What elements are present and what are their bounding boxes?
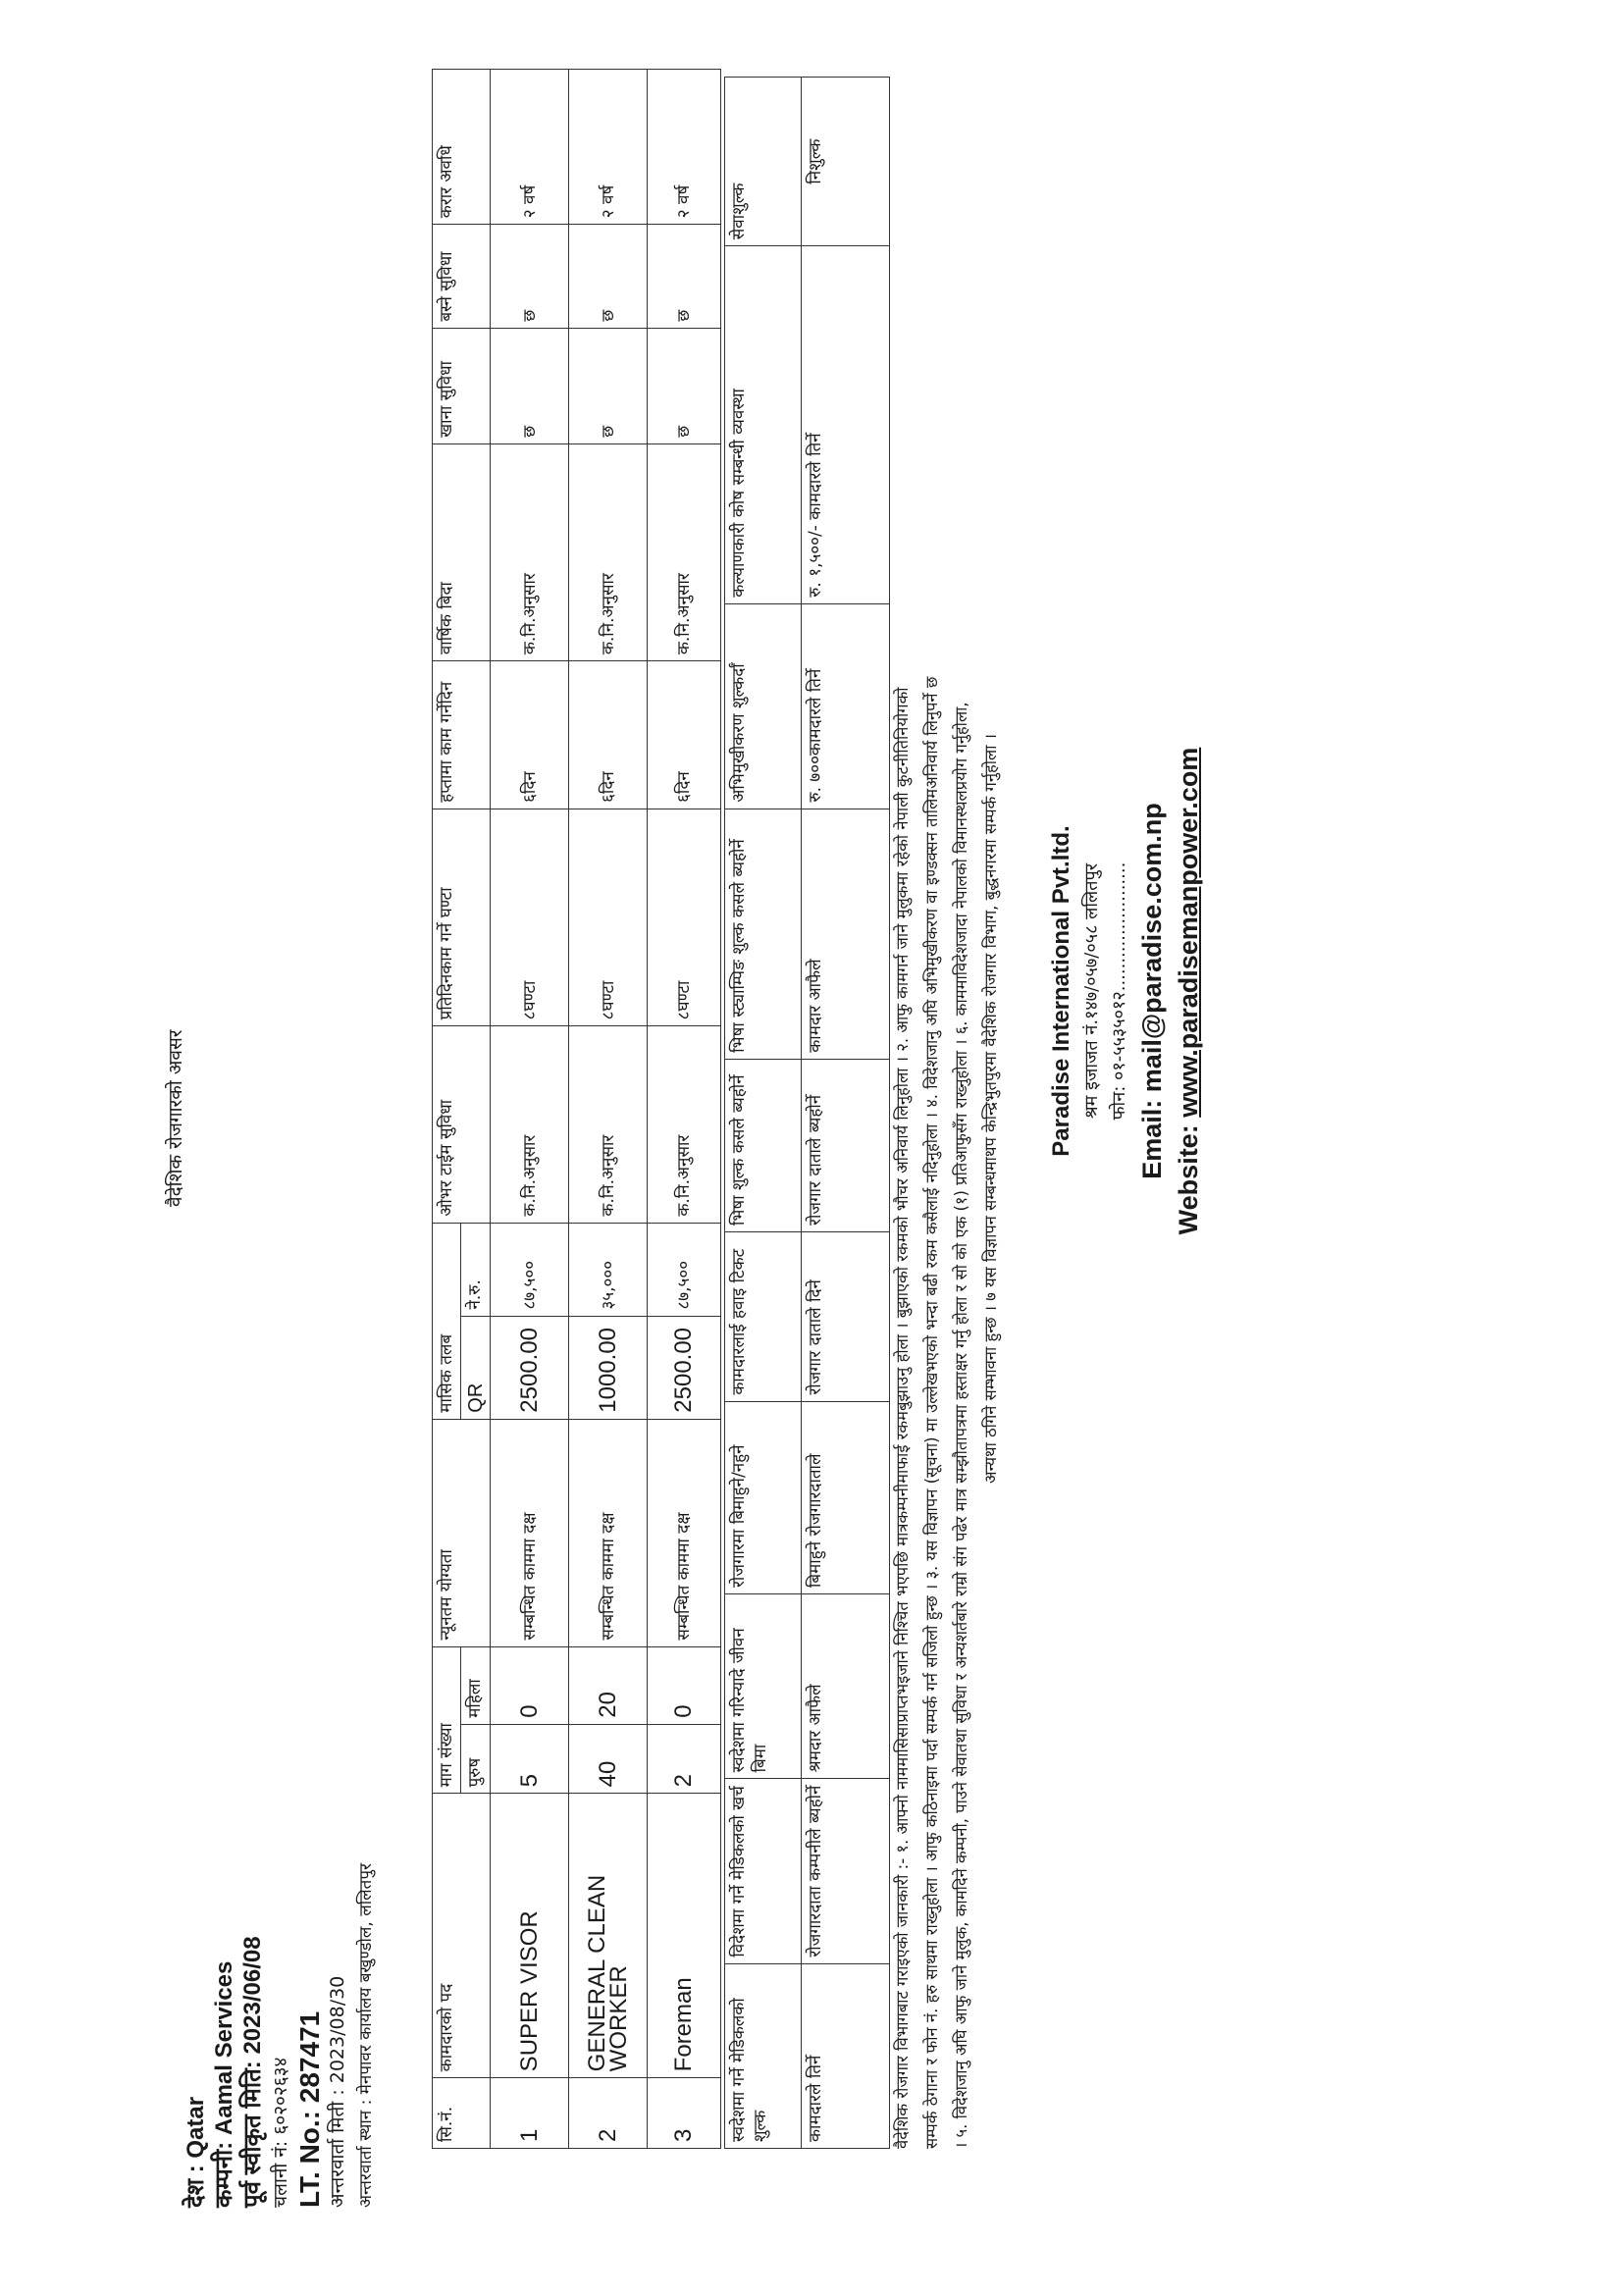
row-male: 40	[569, 1724, 648, 1794]
fee-header: कामदारलाई हवाइ टिकट	[725, 1231, 802, 1401]
header-daily-hours: प्रतिदिनकाम गर्ने घण्टा	[433, 809, 491, 1025]
row-male: 2	[648, 1724, 721, 1794]
row-days: ६दिन	[491, 661, 569, 809]
header-weekly-days: हप्तामा काम गर्नेदिन	[433, 661, 491, 809]
row-food: छ	[648, 328, 721, 444]
header-sn: सि.नं.	[433, 2078, 491, 2149]
license-line: श्रम इजाजत नं.१४७/०५७/०५८ ललितपुर	[1081, 862, 1102, 1120]
fee-header: कल्याणकारी कोष सम्बन्धी व्यवस्था	[725, 246, 802, 604]
row-qr: 2500.00	[491, 1316, 569, 1419]
row-days: ६दिन	[648, 661, 721, 809]
fee-header: भिषा स्ट्याम्पिङ शुल्क कसले ब्यहोर्ने	[725, 809, 802, 1059]
row-overtime: क.नि.अनुसार	[569, 1026, 648, 1223]
fee-header: विदेशमा गर्ने मेडिकलको खर्च	[725, 1779, 802, 1963]
fee-value: बिमाहुने रोजगारदाताले	[802, 1401, 890, 1593]
fee-value: रोजगारदाता कम्पनीले ब्यहोर्ने	[802, 1779, 890, 1963]
department-notes	[888, 69, 1006, 2149]
note-line: अन्यथा ठगिने सम्भावना हुन्छ । ७ यस विज्ञापन सम्बन्धमाथप केन्द्रिभुतपुरमा वैदेशिक रोजगार विभाग, बुद्धनगरमा सम्पर्क गर्नुहोला ।	[981, 734, 1000, 1485]
fee-header: स्वदेशमा गरिन्यादे जीवन बिमा	[725, 1594, 802, 1779]
interview-date-line: अन्तरवार्ता मिती : 2023/08/30	[327, 1975, 348, 2208]
header-npr: ने.रु.	[461, 1223, 491, 1316]
row-female: 20	[569, 1646, 648, 1724]
row-leave: क.नि.अनुसार	[569, 444, 648, 660]
header-info	[182, 1863, 381, 2208]
row-qualification: सम्बन्धित काममा दक्ष	[648, 1419, 721, 1646]
row-female: 0	[648, 1646, 721, 1724]
fee-value: निशुल्क	[802, 78, 890, 246]
fee-header: सेवाशुल्क	[725, 78, 802, 246]
phone-line: फोन: ०१-५५३५०१२.......................	[1109, 861, 1129, 1121]
fee-value: रु. ७००कामदारले तिर्ने	[802, 603, 890, 809]
fee-header: स्वदेशमा गर्ने मेडिकलको शुल्क	[725, 1963, 802, 2148]
fee-value: रु. १,५००/- कामदारले तिर्ने	[802, 246, 890, 604]
row-female: 0	[491, 1646, 569, 1724]
header-female: महिला	[461, 1646, 491, 1724]
fee-header: रोजगारमा बिमाहुने/नहुने	[725, 1401, 802, 1593]
row-npr: ८७,५००	[491, 1223, 569, 1316]
fees-header-row	[725, 78, 802, 2149]
fee-header: भिषा शुल्क कसले ब्यहोर्ने	[725, 1059, 802, 1231]
row-days: ६दिन	[569, 661, 648, 809]
fee-value: कामदार आफैले	[802, 809, 890, 1059]
header-annual-leave: वार्षिक बिदा	[433, 444, 491, 660]
fee-header: अभिमुखीकरण शुल्कर्दाँ	[725, 603, 802, 809]
note-line: सम्पर्क ठेगाना र फोन नं. हरु साथमा राख्नुहोला । आफु कठिनाइमा पर्दा सम्पर्क गर्न सजिलो हुन्छ । ३. यस विज्ञापन (सूचना) मा उल्लेखभएको भन्दा बढी रकम कसैलाई नदिनुहोला । ४. विदेशजानु अघि अभिमुखीकरण वा इण्डक्सन तालिमअनिवार्य लिनुपर्ने छ	[922, 676, 941, 2149]
row-sn: 2	[569, 2078, 648, 2149]
table-row	[648, 70, 721, 2149]
note-line: । ५. विदेशजानु अघि आफु जाने मुलुक, कामदिने कम्पनी, पाउने सेवातथा सुविधा र अन्यशर्तबारे राम्रो संग पढेर मात्र सम्झौतापत्रमा हस्ताक्षर गर्नु होला र सो को एक (१) प्रतिआफुसँग राख्नुहोला । ६. काममाविदेशजादा नेपालको विमानस्थलप्रयोग गर्नुहोला,	[952, 702, 970, 2149]
header-male: पुरुष	[461, 1724, 491, 1794]
notice-title: वैदेशिक रोजगारको अवसर	[165, 1029, 186, 1207]
row-npr: ३५,०००	[569, 1223, 648, 1316]
row-npr: ८७,५००	[648, 1223, 721, 1316]
fee-value: कामदारले तिर्ने	[802, 1963, 890, 2148]
header-overtime: ओभर टाईम सुविधा	[433, 1026, 491, 1223]
fees-value-row	[802, 78, 890, 2149]
fees-table	[724, 77, 890, 2149]
table-row	[491, 70, 569, 2149]
row-contract: २ वर्ष	[648, 70, 721, 225]
row-contract: २ वर्ष	[491, 70, 569, 225]
table-row	[569, 70, 648, 2149]
header-demand: माग संख्या	[433, 1646, 461, 1794]
row-leave: क.नि.अनुसार	[648, 444, 721, 660]
vacancy-table	[432, 69, 721, 2149]
website-label: Website:	[1174, 1117, 1203, 1235]
fee-value: रोजगार दाताले दिने	[802, 1231, 890, 1401]
fee-value: श्रमदार आफैले	[802, 1594, 890, 1779]
fee-value: रोजगार दाताले ब्यहोर्ने	[802, 1059, 890, 1231]
row-overtime: क.नि.अनुसार	[648, 1026, 721, 1223]
approval-date-line: पूर्व स्वीकृत मिति: 2023/06/08	[239, 1936, 266, 2208]
website-link[interactable]: www.paradisemanpower.com	[1174, 747, 1203, 1118]
interview-place-line: अन्तरवार्ता स्थान : मेनपावर कार्यालय बखुण्डोल, ललितपुर	[356, 1863, 376, 2208]
row-contract: २ वर्ष	[569, 70, 648, 225]
row-sn: 1	[491, 2078, 569, 2149]
agency-footer	[1045, 716, 1206, 1266]
row-hours: ८घण्टा	[491, 809, 569, 1025]
header-qualification: न्यूनतम योग्यता	[433, 1419, 491, 1646]
row-qr: 1000.00	[569, 1316, 648, 1419]
row-position: GENERAL CLEAN WORKER	[569, 1794, 648, 2078]
website-line	[1171, 716, 1206, 1266]
row-sn: 3	[648, 2078, 721, 2149]
row-position: Foreman	[648, 1794, 721, 2078]
row-qualification: सम्बन्धित काममा दक्ष	[491, 1419, 569, 1646]
row-accommodation: छ	[491, 225, 569, 328]
row-overtime: क.नि.अनुसार	[491, 1026, 569, 1223]
row-accommodation: छ	[648, 225, 721, 328]
row-qualification: सम्बन्धित काममा दक्ष	[569, 1419, 648, 1646]
row-male: 5	[491, 1724, 569, 1794]
country-line: देश : Qatar	[183, 2096, 209, 2208]
company-line: कम्पनी: Aamal Services	[211, 1960, 237, 2208]
row-hours: ८घण्टा	[569, 809, 648, 1025]
header-contract: करार अवधि	[433, 70, 491, 225]
email-line[interactable]: Email: mail@paradise.com.np	[1137, 803, 1167, 1179]
row-hours: ८घण्टा	[648, 809, 721, 1025]
row-food: छ	[491, 328, 569, 444]
header-position: कामदारको पद	[433, 1794, 491, 2078]
header-salary: मासिक तलब	[433, 1223, 461, 1419]
lt-number-line: LT. No.: 287471	[294, 2010, 325, 2208]
header-accommodation: बस्ने सुविधा	[433, 225, 491, 328]
row-position: SUPER VISOR	[491, 1794, 569, 2078]
header-qr: QR	[461, 1316, 491, 1419]
row-food: छ	[569, 328, 648, 444]
row-accommodation: छ	[569, 225, 648, 328]
row-leave: क.नि.अनुसार	[491, 444, 569, 660]
challan-line: चलानी नं: ६०२०२६३४	[270, 2057, 291, 2208]
header-food: खाना सुविधा	[433, 328, 491, 444]
row-qr: 2500.00	[648, 1316, 721, 1419]
note-line: वैदेशिक रोजगार विभागबाट गराइएको जानकारी :- १. आफ्नो नाममासिसाप्राप्तभइजाने निश्चित भएपछि मात्रकम्पनीमाफाई रकमबुझाउनु होला । बुझाएको रकमको भौचर अनिवार्य लिनुहोला । २. आफु कामगर्न जाने मुलुकमा रहेको नेपाली कुटनीतिनियोगको	[893, 687, 912, 2149]
agency-name: Paradise International Pvt.ltd.	[1048, 825, 1074, 1157]
